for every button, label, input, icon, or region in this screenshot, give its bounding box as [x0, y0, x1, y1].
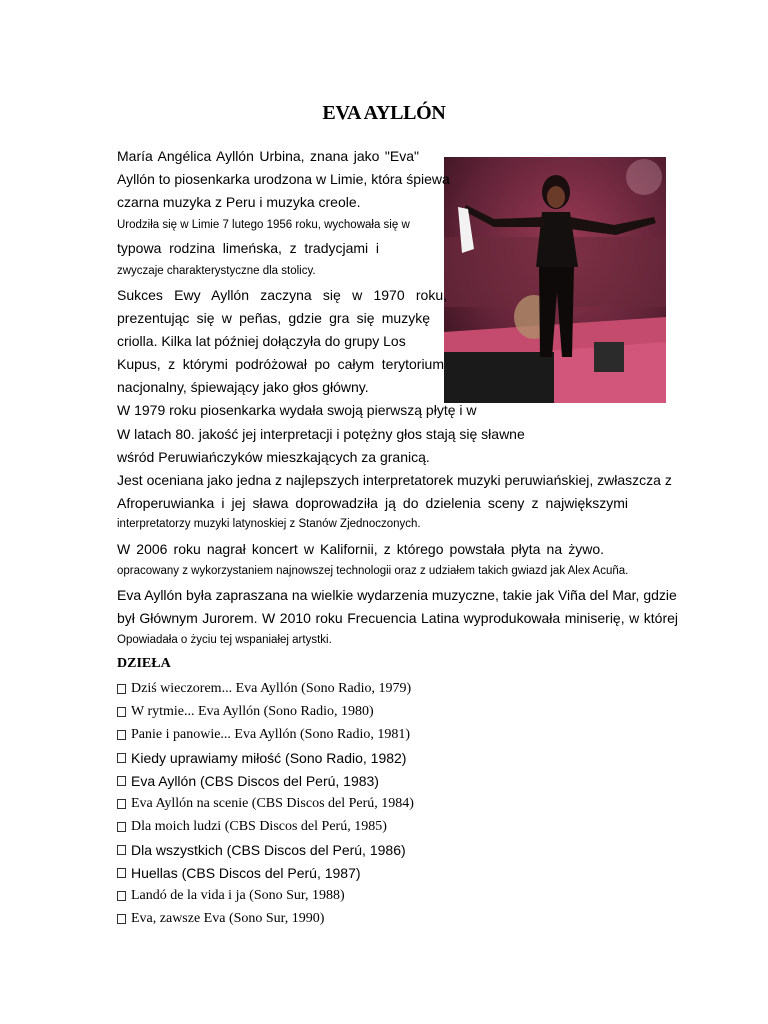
works-item-label: Dla moich ludzi (CBS Discos del Perú, 1985) — [131, 818, 387, 834]
works-item-label: Kiedy uprawiamy miłość (Sono Radio, 1982) — [131, 749, 407, 766]
works-item-label: Eva Ayllón (CBS Discos del Perú, 1983) — [131, 772, 379, 789]
works-item — [117, 838, 414, 861]
body-line: interpretatorzy muzyki latynoskiej z Stanów Zjednoczonych. — [117, 518, 421, 530]
body-line: W 1979 roku piosenkarka wydała swoją pierwszą płytę i w — [117, 402, 477, 418]
bullet-icon — [117, 914, 126, 924]
bullet-icon — [117, 799, 126, 809]
body-line: W 2006 roku nagrał koncert w Kalifornii, z którego powstała płyta na żywo. — [117, 541, 604, 557]
bullet-icon — [117, 730, 126, 740]
body-line: Opowiadała o życiu tej wspaniałej artystki. — [117, 634, 332, 646]
works-item — [117, 884, 414, 907]
bullet-icon — [117, 845, 126, 855]
body-line: Ayllón to piosenkarka urodzona w Limie, która śpiewa — [117, 171, 450, 187]
works-item — [117, 746, 414, 769]
works-item — [117, 792, 414, 815]
body-line: zwyczaje charakterystyczne dla stolicy. — [117, 265, 316, 277]
body-line: Kupus, z którymi podróżował po całym terytorium — [117, 356, 444, 372]
body-line: Afroperuwianka i jej sława doprowadziła ją do dzielenia sceny z największymi — [117, 495, 628, 511]
bullet-icon — [117, 891, 126, 901]
bullet-icon — [117, 868, 126, 878]
body-line: był Głównym Jurorem. W 2010 roku Frecuencia Latina wyprodukowała miniserię, w której — [117, 610, 678, 626]
body-line: czarna muzyka z Peru i muzyka creole. — [117, 194, 361, 210]
works-heading: DZIEŁA — [117, 656, 171, 671]
works-item-label: Eva Ayllón na scenie (CBS Discos del Perú, 1984) — [131, 795, 414, 811]
body-line: wśród Peruwiańczyków mieszkających za granicą. — [117, 449, 430, 465]
body-line: Urodziła się w Limie 7 lutego 1956 roku, wychowała się w — [117, 219, 410, 231]
bullet-icon — [117, 776, 126, 786]
works-item — [117, 723, 414, 746]
body-line: Eva Ayllón była zapraszana na wielkie wydarzenia muzyczne, takie jak Viña del Mar, gdzie — [117, 587, 677, 603]
performer-photo — [444, 157, 666, 403]
works-item — [117, 907, 414, 930]
body-line: nacjonalny, śpiewający jako głos główny. — [117, 379, 369, 395]
works-item — [117, 861, 414, 884]
works-item — [117, 700, 414, 723]
works-item — [117, 677, 414, 700]
body-line: opracowany z wykorzystaniem najnowszej technologii oraz z udziałem takich gwiazd jak Alex Acuña. — [117, 565, 629, 577]
page-title: EVA AYLLÓN — [322, 102, 446, 124]
body-line: prezentując się w peñas, gdzie gra się muzykę — [117, 310, 430, 326]
body-line: María Angélica Ayllón Urbina, znana jako "Eva" — [117, 148, 419, 164]
works-item — [117, 769, 414, 792]
works-item-label: Dziś wieczorem... Eva Ayllón (Sono Radio, 1979) — [131, 680, 412, 696]
body-line: typowa rodzina limeńska, z tradycjami i — [117, 240, 379, 256]
body-line: criolla. Kilka lat później dołączyła do grupy Los — [117, 333, 406, 349]
bullet-icon — [117, 822, 126, 832]
works-item-label: Panie i panowie... Eva Ayllón (Sono Radio, 1981) — [131, 726, 411, 742]
bullet-icon — [117, 684, 126, 694]
works-item — [117, 815, 414, 838]
works-item-label: Landó de la vida i ja (Sono Sur, 1988) — [131, 887, 345, 903]
body-line: W latach 80. jakość jej interpretacji i potężny głos stają się sławne — [117, 426, 525, 442]
body-line: Jest oceniana jako jedna z najlepszych interpretatorek muzyki peruwiańskiej, zwłaszcza z — [117, 472, 672, 488]
works-item-label: Dla wszystkich (CBS Discos del Perú, 1986) — [131, 841, 406, 858]
bullet-icon — [117, 707, 126, 717]
bullet-icon — [117, 753, 126, 763]
works-list — [117, 677, 414, 930]
works-item-label: Huellas (CBS Discos del Perú, 1987) — [131, 864, 361, 881]
works-item-label: Eva, zawsze Eva (Sono Sur, 1990) — [131, 910, 325, 926]
works-item-label: W rytmie... Eva Ayllón (Sono Radio, 1980) — [131, 703, 374, 719]
performer-image-icon — [444, 157, 666, 403]
body-line: Sukces Ewy Ayllón zaczyna się w 1970 roku, — [117, 287, 447, 303]
